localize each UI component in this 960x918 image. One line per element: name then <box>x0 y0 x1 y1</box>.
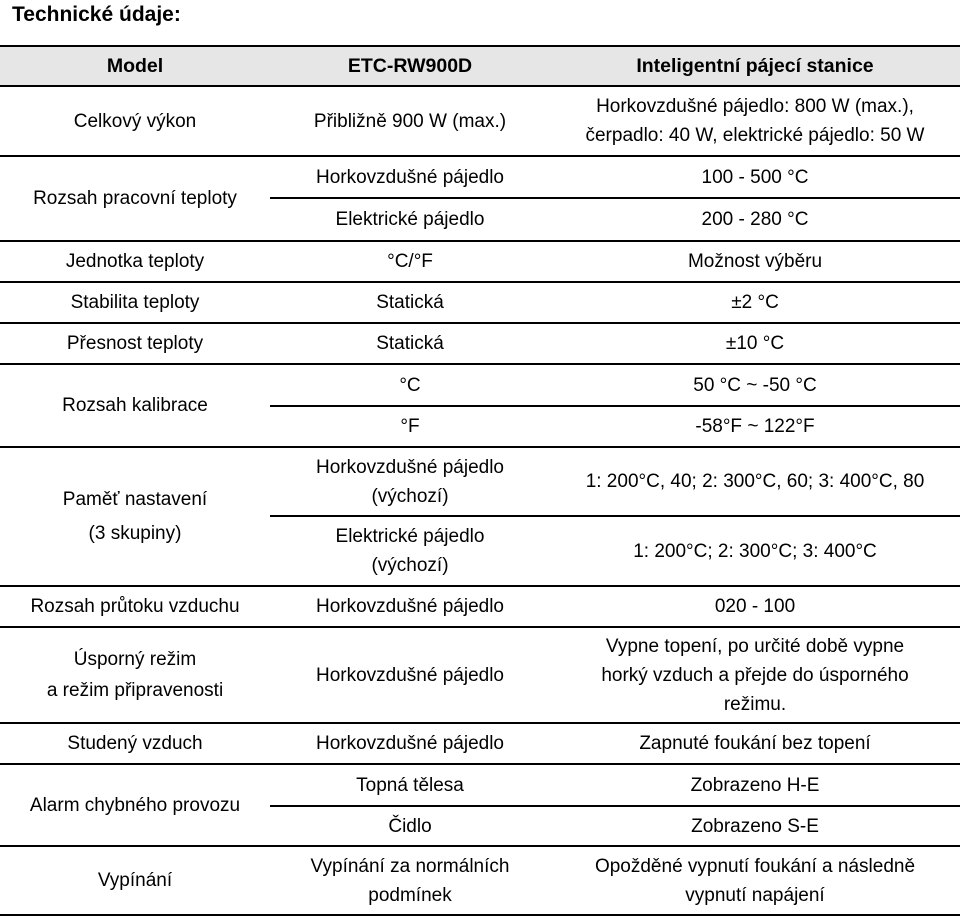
temp-unit-value: °C/°F <box>387 251 433 272</box>
airflow-label: Rozsah průtoku vzduchu <box>30 596 240 617</box>
cold-air-detail: Zapnuté foukání bez topení <box>639 733 871 754</box>
memory-label-line1: Paměť nastavení <box>62 488 208 510</box>
memory-electric-line1: Elektrické pájedlo <box>335 526 485 547</box>
alarm-sensor: Čidlo <box>388 815 432 837</box>
temp-range-label: Rozsah pracovní teploty <box>33 188 237 209</box>
eco-detail-line1: Vypne topení, po určité době vypne <box>605 635 905 657</box>
cold-air-value: Horkovzdušné pájedlo <box>315 733 504 754</box>
temp-stability-label: Stabilita teploty <box>70 292 200 313</box>
airflow-value: Horkovzdušné pájedlo <box>315 596 504 617</box>
temp-range-hot-air: Horkovzdušné pájedlo <box>315 166 504 188</box>
cold-air-label: Studený vzduch <box>67 733 203 754</box>
memory-electric-line2: (výchozí) <box>371 555 449 576</box>
temp-range-hot-air-value: 100 - 500 °C <box>701 166 809 188</box>
power-detail <box>550 87 960 155</box>
power-value: Přibližně 900 W (max.) <box>313 110 507 132</box>
shutdown-detail-line2: vypnutí napájení <box>685 884 825 906</box>
alarm-sensor-code: Zobrazeno S-E <box>691 815 819 837</box>
alarm-heater: Topná tělesa <box>356 774 464 796</box>
power-detail-line1: Horkovzdušné pájedlo: 800 W (max.), <box>596 96 914 117</box>
memory-hot-air-line2: (výchozí) <box>371 485 449 507</box>
header-model-number: ETC-RW900D <box>347 54 473 77</box>
memory-hot-air-line1: Horkovzdušné pájedlo <box>315 456 504 478</box>
temp-range-electric-value: 200 - 280 °C <box>701 209 809 230</box>
calibration-range-f: -58°F ~ 122°F <box>695 416 815 437</box>
temp-stability-value: Statická <box>376 292 444 313</box>
airflow-detail: 020 - 100 <box>714 596 796 617</box>
shutdown-value-line1: Vypínání za normálních <box>310 855 510 877</box>
temp-accuracy-value: Statická <box>376 333 444 354</box>
calibration-label: Rozsah kalibrace <box>62 395 208 416</box>
memory-label <box>0 448 270 585</box>
memory-electric-values: 1: 200°C; 2: 300°C; 3: 400°C <box>633 540 877 562</box>
eco-label <box>0 628 270 722</box>
shutdown-label: Vypínání <box>97 870 173 891</box>
memory-label-line2: (3 skupiny) <box>88 522 182 544</box>
temp-unit-label: Jednotka teploty <box>65 251 205 272</box>
temp-stability-detail: ±2 °C <box>731 292 779 313</box>
memory-electric <box>270 517 550 585</box>
shutdown-detail <box>550 847 960 914</box>
row-divider <box>0 914 960 916</box>
temp-range-electric: Elektrické pájedlo <box>335 209 485 230</box>
alarm-heater-code: Zobrazeno H-E <box>690 774 820 796</box>
shutdown-detail-line1: Opožděné vypnutí foukání a následně <box>594 855 916 877</box>
shutdown-value <box>270 847 550 914</box>
shutdown-value-line2: podmínek <box>368 884 452 906</box>
eco-detail-line2: horký vzduch a přejde do úsporného <box>601 664 909 686</box>
calibration-range-c: 50 °C ~ -50 °C <box>693 374 817 396</box>
power-label: Celkový výkon <box>73 110 197 132</box>
eco-label-line1: Úsporný režim <box>73 649 197 670</box>
memory-hot-air-values: 1: 200°C, 40; 2: 300°C, 60; 3: 400°C, 80 <box>585 471 925 492</box>
header-model: Model <box>106 54 164 77</box>
header-product-name: Inteligentní pájecí stanice <box>636 54 874 77</box>
alarm-label: Alarm chybného provozu <box>29 794 241 816</box>
eco-value: Horkovzdušné pájedlo <box>315 664 504 686</box>
temp-accuracy-label: Přesnost teploty <box>66 333 204 354</box>
eco-detail <box>550 628 960 722</box>
eco-detail-line3: režimu. <box>723 693 787 715</box>
power-detail-line2: čerpadlo: 40 W, elektrické pájedlo: 50 W <box>585 125 925 146</box>
temp-accuracy-detail: ±10 °C <box>725 333 785 354</box>
eco-label-line2: a režim připravenosti <box>46 680 224 701</box>
page-title: Technické údaje: <box>12 3 181 26</box>
calibration-unit-c: °C <box>399 374 421 396</box>
calibration-unit-f: °F <box>400 416 420 437</box>
temp-unit-detail: Možnost výběru <box>687 251 823 272</box>
memory-hot-air <box>270 448 550 515</box>
